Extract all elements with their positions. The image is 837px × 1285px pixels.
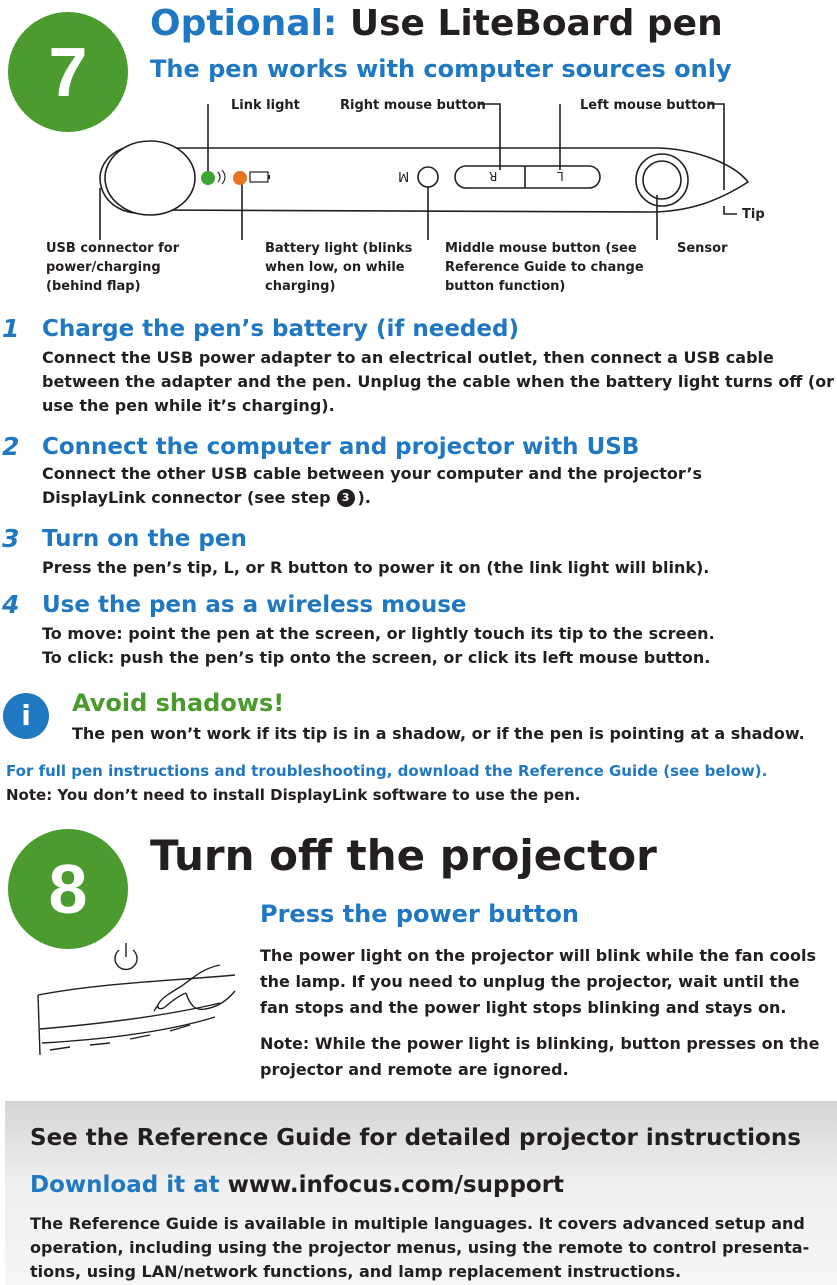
label-usb: USB connector for power/charging (behind flap) xyxy=(46,241,180,294)
step-8-badge: 8 xyxy=(8,829,128,949)
step-2-number: 2 xyxy=(2,432,20,461)
step-2-body-end: ). xyxy=(357,488,371,507)
step-1-body: Connect the USB power adapter to an electrical outlet, then connect a USB cable between the adapter and the pen. Unplug the cable when the battery light turns off (or use the pen while it’s charging). xyxy=(42,348,835,415)
step-4-line-2: To click: push the pen’s tip onto the screen, or click its left mouse button. xyxy=(42,648,711,667)
displaylink-note: Note: You don’t need to install DisplayLink software to use the pen. xyxy=(6,786,581,804)
step-2-title: Connect the computer and projector with USB xyxy=(42,434,640,460)
label-link-light: Link light xyxy=(231,98,300,113)
section-8-para-1: The power light on the projector will blink while the fan cools the lamp. If you need to unplug the projector, wait until the fan stops and the power light stops blinking and stays on. xyxy=(260,946,817,1017)
info-title: Avoid shadows! xyxy=(72,689,285,717)
step-1-title: Charge the pen’s battery (if needed) xyxy=(42,316,519,342)
step-3-title: Turn on the pen xyxy=(42,526,247,552)
step-4-title: Use the pen as a wireless mouse xyxy=(42,592,467,618)
section-7-subtitle: The pen works with computer sources only xyxy=(150,55,732,83)
step-4-number: 4 xyxy=(2,590,20,619)
step-1-number: 1 xyxy=(2,314,20,343)
section-8-para-2: Note: While the power light is blinking, button presses on the projector and remote are ignored. xyxy=(260,1034,820,1079)
label-left-button: Left mouse button xyxy=(580,98,716,113)
download-prefix: Download it at xyxy=(30,1172,220,1198)
reference-guide-link[interactable]: For full pen instructions and troubleshooting, download the Reference Guide (see below). xyxy=(6,762,768,780)
title-main: Use LiteBoard pen xyxy=(349,3,723,44)
step-2-body xyxy=(42,462,802,510)
label-right-button: Right mouse button xyxy=(340,98,486,113)
pen-marking-m: M xyxy=(398,168,410,183)
step-3-reference-badge: 3 xyxy=(337,489,355,507)
footer-body: The Reference Guide is available in multiple languages. It covers advanced setup and operation, including using the projector menus, using the remote to control presenta-tions, using LAN/network functions, and lamp replacement instructions. xyxy=(30,1214,810,1281)
step-3-number: 3 xyxy=(2,524,20,553)
label-sensor: Sensor xyxy=(677,241,728,256)
step-4-line-1: To move: point the pen at the screen, or lightly touch its tip to the screen. xyxy=(42,624,715,643)
footer-download xyxy=(30,1169,564,1201)
section-8-subtitle: Press the power button xyxy=(260,900,579,928)
section-8-title: Turn off the projector xyxy=(150,831,657,880)
info-icon: i xyxy=(3,693,49,739)
step-2-body-text: Connect the other USB cable between your computer and the projector’s DisplayLink connector (see step xyxy=(42,464,703,507)
footer-title: See the Reference Guide for detailed projector instructions xyxy=(30,1125,801,1151)
pen-marking-l: L xyxy=(557,169,564,183)
label-battery: Battery light (blinks when low, on while charging) xyxy=(265,241,413,294)
support-url[interactable]: www.infocus.com/support xyxy=(227,1172,565,1198)
info-body: The pen won’t work if its tip is in a shadow, or if the pen is pointing at a shadow. xyxy=(72,724,805,743)
title-prefix: Optional: xyxy=(150,3,338,44)
step-3-body: Press the pen’s tip, L, or R button to power it on (the link light will blink). xyxy=(42,558,710,577)
pen-marking-r: R xyxy=(489,169,498,183)
label-tip: Tip xyxy=(742,207,765,222)
step-7-badge: 7 xyxy=(8,12,128,132)
label-middle: Middle mouse button (see Reference Guide to change button function) xyxy=(445,241,644,294)
projector-illustration xyxy=(30,935,240,1060)
